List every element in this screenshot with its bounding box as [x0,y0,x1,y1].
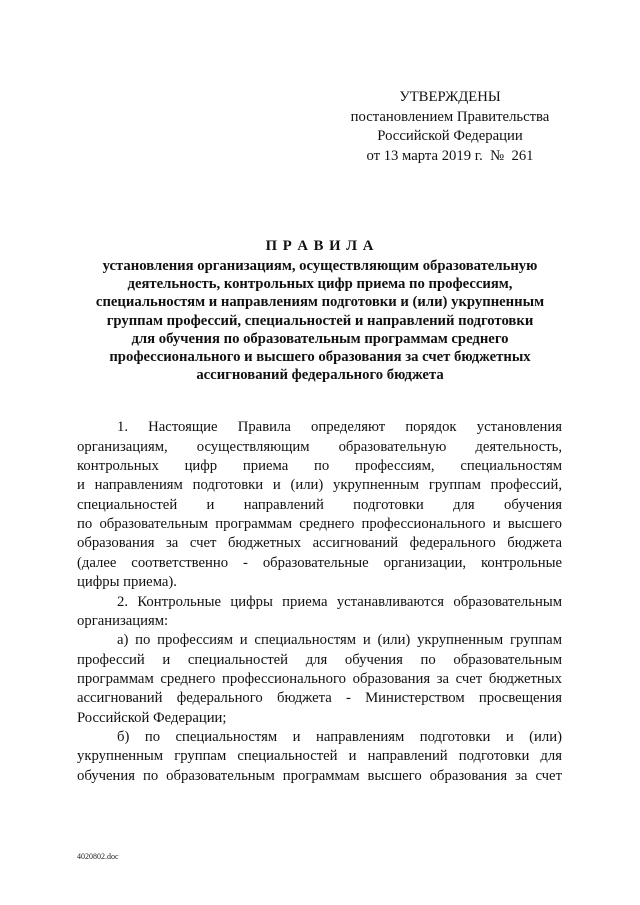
paragraph-line: по образовательным программам среднего профессионального и высшего [77,516,562,533]
paragraph-line: ассигнований федерального бюджета - Министерством просвещения [77,690,562,707]
paragraph-line: образования за счет бюджетных ассигнований федерального бюджета [77,535,562,552]
rules-subtitle-line: ассигнований федерального бюджета [196,367,444,384]
paragraph-line: цифры приема). [77,574,177,591]
approval-block [330,88,570,166]
paragraph-line: контрольных цифр приема по профессиям, специальностям [77,458,562,475]
paragraph-line: (далее соответственно - образовательные организации, контрольные [77,554,562,571]
rules-heading: П Р А В И Л А [265,238,375,254]
rules-subtitle [50,257,590,384]
paragraph-line: и направлениям подготовки и (или) укрупненным группам профессий, [77,477,562,494]
approval-line: Российской Федерации [377,128,523,145]
file-name-footer: 4020802.doc [77,852,119,861]
subparagraph-b [77,728,562,786]
paragraph-2 [77,593,562,632]
rules-subtitle-line: специальностям и направлениям подготовки и (или) укрупненным [95,294,545,311]
paragraph-line: организациям: [77,612,169,629]
approval-line: постановлением Правительства [350,108,550,125]
rules-subtitle-line: установления организациям, осуществляющим образовательную [102,258,538,274]
subparagraph-a [77,631,562,728]
rules-subtitle-line: группам профессий, специальностей и направлений подготовки [106,312,534,329]
rules-subtitle-line: деятельность, контрольных цифр приема по профессиям, [127,276,513,293]
paragraph-line: профессий и специальностей для обучения по образовательным [77,651,562,668]
paragraph-line: Российской Федерации; [77,709,227,726]
paragraph-line: укрупненным группам специальностей и направлений подготовки для [77,748,562,765]
document-body [77,418,562,786]
paragraph-line: обучения по образовательным программам высшего образования за счет [77,767,562,784]
paragraph-1 [77,418,562,592]
rules-subtitle-line: для обучения по образовательным программам среднего [131,330,509,347]
paragraph-line: 2. Контрольные цифры приема устанавливаются образовательным [117,593,562,610]
paragraph-line: а) по профессиям и специальностям и (или) укрупненным группам [117,632,562,649]
approval-date-number: от 13 марта 2019 г. № 261 [366,147,534,164]
paragraph-line: 1. Настоящие Правила определяют порядок установления [117,419,562,436]
paragraph-line: специальностей и направлений подготовки для обучения [77,496,562,513]
approval-title: УТВЕРЖДЕНЫ [399,89,501,105]
rules-subtitle-line: профессионального и высшего образования за счет бюджетных [109,348,531,365]
paragraph-line: программам среднего профессионального образования за счет бюджетных [77,670,562,687]
paragraph-line: организациям, осуществляющим образовательную деятельность, [77,438,562,455]
paragraph-line: б) по специальностям и направлениям подготовки и (или) [117,729,562,746]
